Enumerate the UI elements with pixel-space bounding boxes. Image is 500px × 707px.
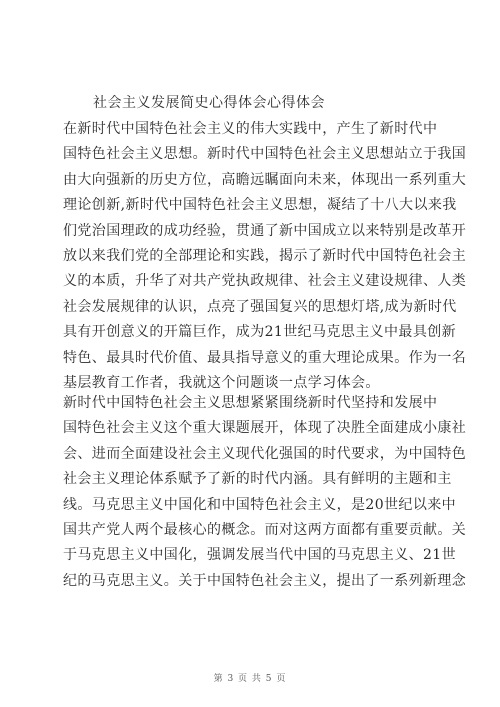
paragraph-line: 国特色社会主义思想。新时代中国特色社会主义思想站立于我国 xyxy=(63,146,467,163)
paragraph-line: 义的本质，升华了对共产党执政规律、社会主义建设规律、人类 xyxy=(63,273,467,290)
paragraph-1 xyxy=(63,117,467,396)
paragraph-line: 新时代中国特色社会主义思想紧紧围绕新时代坚持和发展中 xyxy=(63,395,438,411)
paragraph-line: 社会发展规律的认识，点亮了强国复兴的思想灯塔,成为新时代 xyxy=(63,298,457,315)
paragraph-line: 具有开创意义的开篇巨作，成为21世纪马克思主义中最具创新 xyxy=(63,324,457,341)
paragraph-line: 放以来我们党的全部理论和实践，揭示了新时代中国特色社会主 xyxy=(63,247,467,264)
paragraph-line: 国共产党人两个最核心的概念。而对这两方面都有重要贡献。关 xyxy=(63,521,467,538)
paragraph-line: 在新时代中国特色社会主义的伟大实践中，产生了新时代中 xyxy=(63,121,438,137)
paragraph-line: 特色、最具时代价值、最具指导意义的重大理论成果。作为一名 xyxy=(63,349,467,366)
paragraph-2 xyxy=(63,391,467,594)
paragraph-line: 于马克思主义中国化，强调发展当代中国的马克思主义、21世 xyxy=(63,547,457,564)
paragraph-line: 们党治国理政的成功经验，贯通了新中国成立以来特别是改革开 xyxy=(63,222,467,239)
paragraph-line: 基层教育工作者，我就这个问题谈一点学习体会。 xyxy=(63,374,380,391)
paragraph-line: 国特色社会主义这个重大课题展开，体现了决胜全面建成小康社 xyxy=(63,420,467,437)
paragraph-line: 线。马克思主义中国化和中国特色社会主义，是20世纪以来中 xyxy=(63,496,457,513)
paragraph-line: 由大向强新的历史方位，高瞻远瞩面向未来，体现出一系列重大 xyxy=(63,171,467,188)
paragraph-line: 社会主义理论体系赋予了新的时代内涵。具有鲜明的主题和主 xyxy=(63,471,452,488)
paragraph-line: 理论创新,新时代中国特色社会主义思想，凝结了十八大以来我 xyxy=(63,197,457,214)
paragraph-line: 会、进而全面建设社会主义现代化强国的时代要求，为中国特色 xyxy=(63,445,467,462)
page-number-footer: 第 3 页 共 5 页 xyxy=(213,674,287,684)
paragraph-line: 纪的马克思主义。关于中国特色社会主义，提出了一系列新理念 xyxy=(63,572,467,589)
document-title: 社会主义发展简史心得体会心得体会 xyxy=(93,95,325,111)
